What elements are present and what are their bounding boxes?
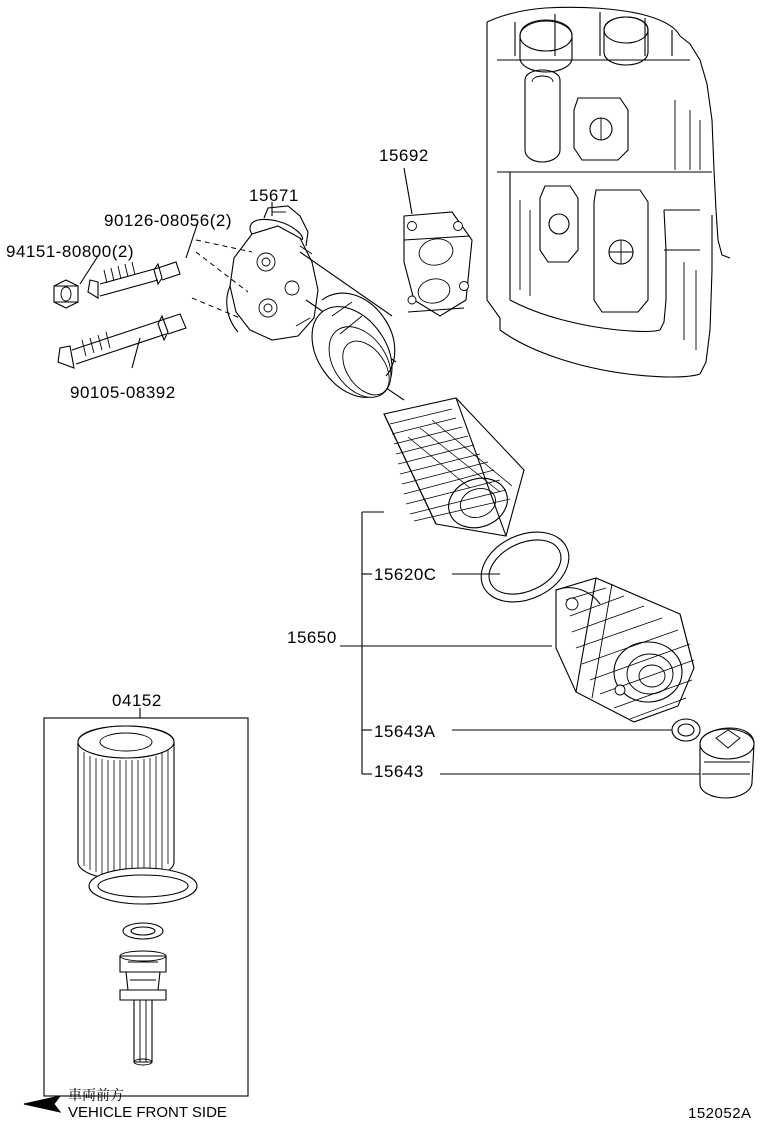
front-note-english: VEHICLE FRONT SIDE [68, 1104, 227, 1121]
callout-15671: 15671 [249, 186, 299, 205]
callout-90126-08056: 90126-08056(2) [104, 211, 232, 230]
filter-kit-04152 [44, 708, 248, 1096]
callout-15650: 15650 [287, 628, 337, 647]
callout-04152: 04152 [112, 691, 162, 710]
gasket-15692 [404, 168, 472, 316]
bolt-90126-08056 [88, 222, 252, 318]
o-ring-small-15643A [672, 719, 700, 741]
oil-filter-housing-15671 [227, 202, 409, 412]
callout-15643: 15643 [374, 762, 424, 781]
drain-plug-15643 [700, 728, 754, 798]
callout-94151-80800: 94151-80800(2) [6, 242, 134, 261]
front-note-japanese: 車両前方 [68, 1088, 124, 1104]
callout-15692: 15692 [379, 146, 429, 165]
oil-filter-element-15620C [384, 398, 524, 536]
bolt-90105-08392 [58, 314, 186, 368]
callout-90105-08392: 90105-08392 [70, 383, 176, 402]
front-direction-arrow [24, 1096, 60, 1112]
diagram-id: 152052A [688, 1105, 752, 1122]
callout-15620C: 15620C [374, 565, 437, 584]
engine-block-outline [487, 7, 730, 377]
callout-15643A: 15643A [374, 722, 436, 741]
oil-cooler-15650 [556, 578, 694, 722]
